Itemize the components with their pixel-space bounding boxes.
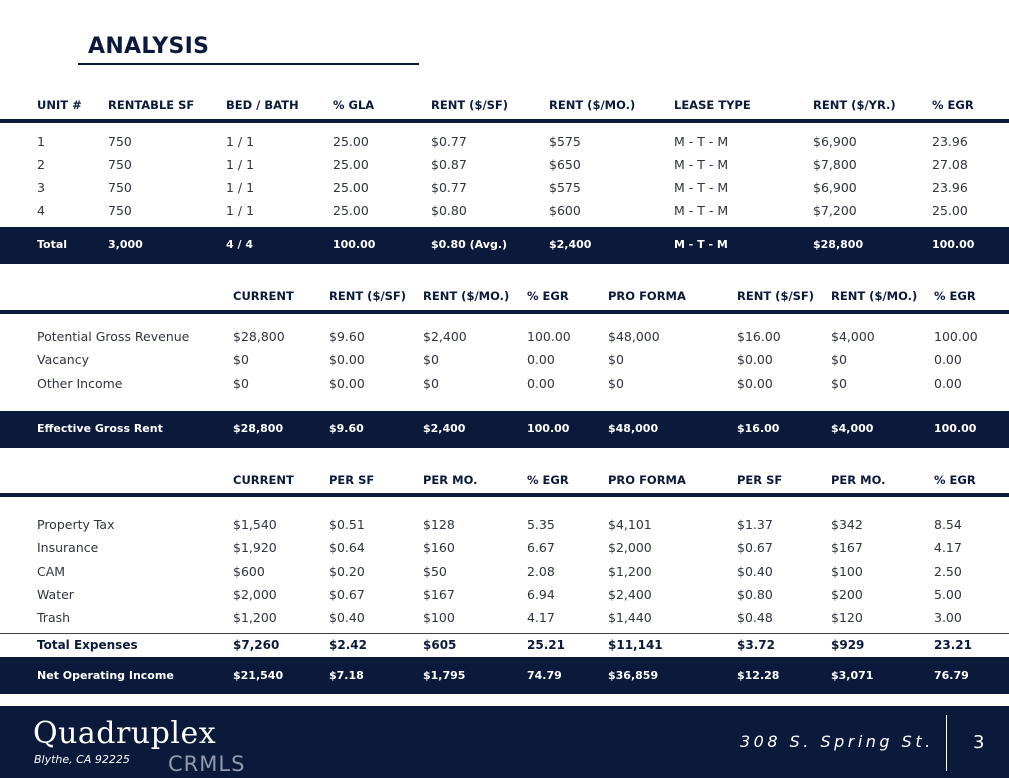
per-sf: $0.20 (329, 564, 365, 579)
noi-pf-egr: 76.79 (934, 669, 969, 682)
line-item-label: Other Income (37, 376, 123, 391)
egr-total-pf-rent-sf: $16.00 (737, 422, 780, 435)
per-sf: $0.64 (329, 540, 365, 555)
table-row (0, 157, 1009, 177)
current: $28,800 (233, 329, 285, 344)
rentable-sf: 750 (108, 134, 132, 149)
total-expenses-pf-egr: 23.21 (934, 638, 972, 652)
per-mo: $167 (423, 587, 455, 602)
expense-label: CAM (37, 564, 66, 579)
rent-sf: $0.80 (431, 203, 467, 218)
pf-egr: 3.00 (934, 610, 962, 625)
rent-yr: $6,900 (813, 134, 857, 149)
noi-pf-per-mo: $3,071 (831, 669, 874, 682)
table-row (0, 134, 1009, 154)
income-table-rule (0, 310, 1009, 314)
pf-egr: 4.17 (934, 540, 962, 555)
pro-forma: $1,440 (608, 610, 652, 625)
rent-mo: $650 (549, 157, 581, 172)
table-row (0, 564, 1009, 584)
pf-per-sf: $0.67 (737, 540, 773, 555)
pf-rent-sf: $0.00 (737, 376, 773, 391)
table-row (0, 329, 1009, 349)
lease-type: M - T - M (674, 157, 729, 172)
table-row (0, 180, 1009, 200)
total-expenses-rule (0, 633, 1009, 634)
total-expenses-pf-per-sf: $3.72 (737, 638, 775, 652)
noi-per-mo: $1,795 (423, 669, 466, 682)
egr: 25.00 (932, 203, 968, 218)
total-expenses-egr: 25.21 (527, 638, 565, 652)
col-header-lease-type: LEASE TYPE (674, 98, 751, 112)
egr-total-current: $28,800 (233, 422, 284, 435)
total-egr: 100.00 (932, 238, 975, 251)
property-address: 308 S. Spring St. (740, 732, 934, 751)
total-expenses-row (0, 638, 1009, 658)
bed-bath: 1 / 1 (226, 134, 255, 149)
bed-bath: 1 / 1 (226, 180, 255, 195)
egr: 6.94 (527, 587, 555, 602)
col-header-rentable-sf: RENTABLE SF (108, 98, 195, 112)
egr-total-rent-sf: $9.60 (329, 422, 364, 435)
per-mo: $100 (423, 610, 455, 625)
pf-per-mo: $120 (831, 610, 863, 625)
unit-number: 3 (37, 180, 45, 195)
pro-forma: $0 (608, 376, 624, 391)
total-rent-mo: $2,400 (549, 238, 592, 251)
pro-forma: $0 (608, 352, 624, 367)
page-number: 3 (973, 732, 985, 753)
noi-per-sf: $7.18 (329, 669, 364, 682)
rent-yr: $6,900 (813, 180, 857, 195)
net-operating-income-band (0, 657, 1009, 694)
pf-rent-sf: $0.00 (737, 352, 773, 367)
col-header-gla: % GLA (333, 98, 375, 112)
col-header-rent-mo: RENT ($/MO.) (423, 289, 510, 303)
total-expenses-pf-per-mo: $929 (831, 638, 865, 652)
rentable-sf: 750 (108, 157, 132, 172)
page-title: ANALYSIS (88, 34, 210, 59)
total-expenses-label: Total Expenses (37, 638, 138, 652)
noi-label: Net Operating Income (37, 669, 174, 682)
rent-sf: $0.00 (329, 376, 365, 391)
current: $1,920 (233, 540, 277, 555)
pf-rent-mo: $0 (831, 352, 847, 367)
pf-rent-sf: $16.00 (737, 329, 781, 344)
table-row (0, 352, 1009, 372)
pf-per-mo: $200 (831, 587, 863, 602)
current: $0 (233, 352, 249, 367)
total-lease-type: M - T - M (674, 238, 728, 251)
rent-mo: $575 (549, 134, 581, 149)
col-header-pf-egr: % EGR (934, 473, 976, 487)
noi-pro-forma: $36,859 (608, 669, 659, 682)
total-expenses-current: $7,260 (233, 638, 280, 652)
pf-egr: 5.00 (934, 587, 962, 602)
egr: 5.35 (527, 517, 555, 532)
rent-sf: $9.60 (329, 329, 365, 344)
table-row (0, 610, 1009, 630)
table-row (0, 203, 1009, 223)
egr: 100.00 (527, 329, 571, 344)
pf-per-sf: $0.48 (737, 610, 773, 625)
noi-current: $21,540 (233, 669, 284, 682)
rent-mo: $2,400 (423, 329, 467, 344)
table-row (0, 540, 1009, 560)
expense-label: Trash (37, 610, 71, 625)
col-header-pf-per-sf: PER SF (737, 473, 783, 487)
col-header-rent-yr: RENT ($/YR.) (813, 98, 896, 112)
col-header-per-mo: PER MO. (423, 473, 478, 487)
egr: 27.08 (932, 157, 968, 172)
unit-table-header (0, 98, 1009, 118)
per-sf: $0.40 (329, 610, 365, 625)
expense-label: Water (37, 587, 74, 602)
col-header-pro-forma: PRO FORMA (608, 289, 686, 303)
col-header-current: CURRENT (233, 473, 294, 487)
pro-forma: $1,200 (608, 564, 652, 579)
egr: 6.67 (527, 540, 555, 555)
gla: 25.00 (333, 203, 369, 218)
expense-label: Insurance (37, 540, 99, 555)
property-name-logo: Quadruplex (33, 716, 217, 751)
total-expenses-per-sf: $2.42 (329, 638, 367, 652)
rent-sf: $0.87 (431, 157, 467, 172)
property-city: Blythe, CA 92225 (34, 753, 130, 766)
rent-mo: $0 (423, 352, 439, 367)
col-header-rent-mo: RENT ($/MO.) (549, 98, 636, 112)
table-row (0, 587, 1009, 607)
pro-forma: $48,000 (608, 329, 660, 344)
col-header-egr: % EGR (527, 289, 569, 303)
total-rentable-sf: 3,000 (108, 238, 143, 251)
unit-number: 4 (37, 203, 45, 218)
noi-egr: 74.79 (527, 669, 562, 682)
pf-per-mo: $342 (831, 517, 863, 532)
gla: 25.00 (333, 180, 369, 195)
rent-mo: $600 (549, 203, 581, 218)
pf-egr: 100.00 (934, 329, 978, 344)
income-table-header (0, 289, 1009, 309)
col-header-pf-per-mo: PER MO. (831, 473, 886, 487)
per-sf: $0.67 (329, 587, 365, 602)
col-header-egr: % EGR (527, 473, 569, 487)
col-header-pf-rent-sf: RENT ($/SF) (737, 289, 815, 303)
rent-yr: $7,200 (813, 203, 857, 218)
current: $1,540 (233, 517, 277, 532)
current: $2,000 (233, 587, 277, 602)
egr-total-egr: 100.00 (527, 422, 570, 435)
egr: 4.17 (527, 610, 555, 625)
per-sf: $0.51 (329, 517, 365, 532)
pf-egr: 0.00 (934, 352, 962, 367)
pf-per-sf: $0.80 (737, 587, 773, 602)
egr-total-label: Effective Gross Rent (37, 422, 163, 435)
egr: 2.08 (527, 564, 555, 579)
total-gla: 100.00 (333, 238, 376, 251)
egr: 0.00 (527, 352, 555, 367)
gla: 25.00 (333, 157, 369, 172)
rentable-sf: 750 (108, 203, 132, 218)
footer-divider (946, 715, 947, 771)
col-header-per-sf: PER SF (329, 473, 375, 487)
table-row (0, 517, 1009, 537)
effective-gross-rent-band (0, 411, 1009, 448)
rent-sf: $0.00 (329, 352, 365, 367)
egr-total-pf-rent-mo: $4,000 (831, 422, 874, 435)
total-rent-yr: $28,800 (813, 238, 864, 251)
total-expenses-per-mo: $605 (423, 638, 457, 652)
col-header-current: CURRENT (233, 289, 294, 303)
pro-forma: $4,101 (608, 517, 652, 532)
egr-total-pro-forma: $48,000 (608, 422, 659, 435)
footer (0, 706, 1009, 778)
bed-bath: 1 / 1 (226, 157, 255, 172)
bed-bath: 1 / 1 (226, 203, 255, 218)
pf-rent-mo: $0 (831, 376, 847, 391)
pf-per-sf: $1.37 (737, 517, 773, 532)
col-header-pf-rent-mo: RENT ($/MO.) (831, 289, 918, 303)
line-item-label: Vacancy (37, 352, 89, 367)
crmls-watermark: CRMLS (168, 752, 246, 776)
pf-egr: 2.50 (934, 564, 962, 579)
rent-mo: $575 (549, 180, 581, 195)
pro-forma: $2,000 (608, 540, 652, 555)
current: $0 (233, 376, 249, 391)
pro-forma: $2,400 (608, 587, 652, 602)
expense-label: Property Tax (37, 517, 115, 532)
unit-number: 2 (37, 157, 45, 172)
pf-egr: 0.00 (934, 376, 962, 391)
unit-number: 1 (37, 134, 45, 149)
title-underline (78, 63, 419, 65)
per-mo: $128 (423, 517, 455, 532)
egr: 0.00 (527, 376, 555, 391)
expenses-table-header (0, 473, 1009, 493)
noi-pf-per-sf: $12.28 (737, 669, 780, 682)
pf-per-mo: $167 (831, 540, 863, 555)
gla: 25.00 (333, 134, 369, 149)
rent-yr: $7,800 (813, 157, 857, 172)
egr-total-pf-egr: 100.00 (934, 422, 977, 435)
table-row (0, 376, 1009, 396)
pf-rent-mo: $4,000 (831, 329, 875, 344)
current: $1,200 (233, 610, 277, 625)
rent-sf: $0.77 (431, 180, 467, 195)
pf-per-sf: $0.40 (737, 564, 773, 579)
lease-type: M - T - M (674, 203, 729, 218)
per-mo: $160 (423, 540, 455, 555)
col-header-egr: % EGR (932, 98, 974, 112)
total-bed-bath: 4 / 4 (226, 238, 253, 251)
per-mo: $50 (423, 564, 447, 579)
total-rent-sf: $0.80 (Avg.) (431, 238, 508, 251)
total-label: Total (37, 238, 68, 251)
egr-total-rent-mo: $2,400 (423, 422, 466, 435)
col-header-bed-bath: BED / BATH (226, 98, 299, 112)
rentable-sf: 750 (108, 180, 132, 195)
col-header-unit: UNIT # (37, 98, 82, 112)
line-item-label: Potential Gross Revenue (37, 329, 190, 344)
unit-total-band (0, 227, 1009, 264)
rent-sf: $0.77 (431, 134, 467, 149)
pf-per-mo: $100 (831, 564, 863, 579)
pf-egr: 8.54 (934, 517, 962, 532)
rent-mo: $0 (423, 376, 439, 391)
lease-type: M - T - M (674, 134, 729, 149)
col-header-rent-sf: RENT ($/SF) (329, 289, 407, 303)
egr: 23.96 (932, 134, 968, 149)
col-header-pf-egr: % EGR (934, 289, 976, 303)
egr: 23.96 (932, 180, 968, 195)
unit-table-rule (0, 119, 1009, 123)
col-header-rent-sf: RENT ($/SF) (431, 98, 509, 112)
lease-type: M - T - M (674, 180, 729, 195)
col-header-pro-forma: PRO FORMA (608, 473, 686, 487)
current: $600 (233, 564, 265, 579)
total-expenses-pro-forma: $11,141 (608, 638, 663, 652)
expenses-table-rule (0, 493, 1009, 497)
